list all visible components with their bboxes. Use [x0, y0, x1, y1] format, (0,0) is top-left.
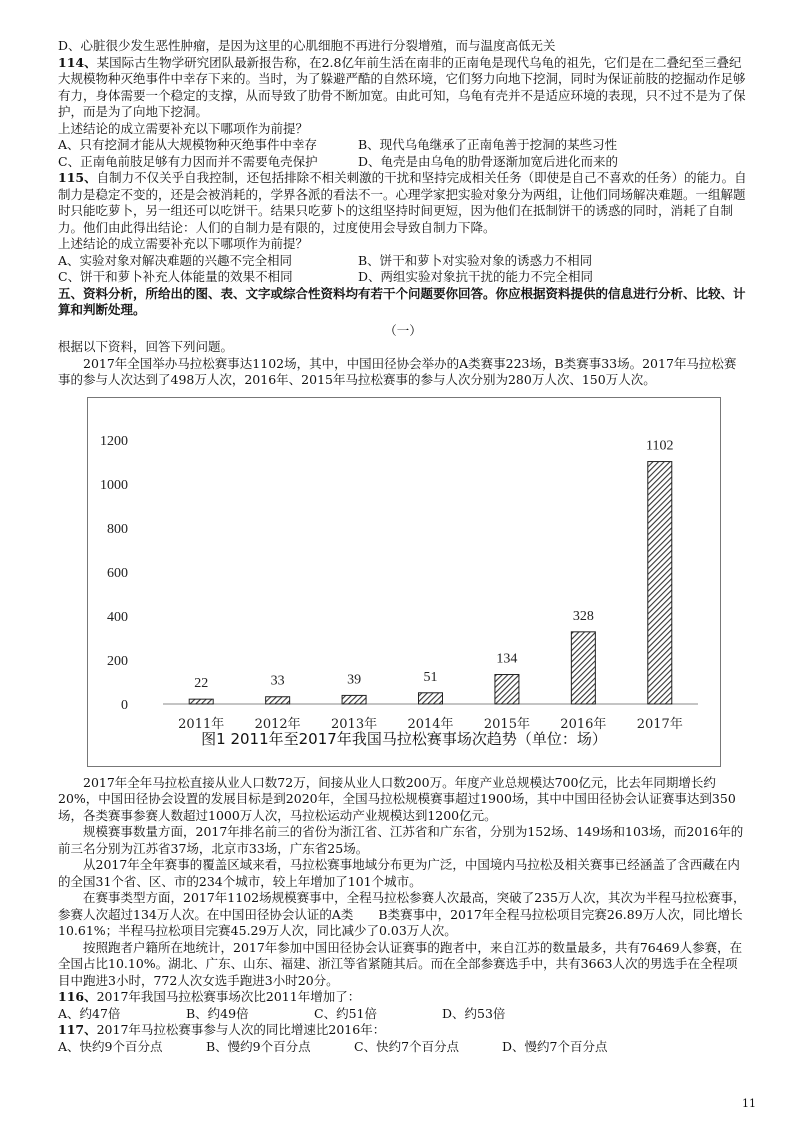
page-content — [58, 38, 748, 1055]
paragraph-1: 2017年全国举办马拉松赛事达1102场，其中，中国田径协会举办的A类赛事223场，B类赛事33场。2017年马拉松赛事的参与人次达到了498万人次，2016年、2015年马拉松赛事的参与人次分别为280万人次、150万人次。 — [58, 355, 737, 387]
q117-option-c[interactable]: C、快约7个百分点 — [354, 1038, 460, 1054]
chart-caption: 图1 2011年至2017年我国马拉松赛事场次趋势（单位：场） — [201, 729, 607, 748]
q116-options — [58, 1006, 748, 1023]
q113-option-d: D、心脏很少发生恶性肿瘤，是因为这里的心肌细胞不再进行分裂增殖，而与温度高低无关 — [58, 38, 556, 53]
paragraph-6: 按照跑者户籍所在地统计，2017年参加中国田径协会认证赛事的跑者中，来自江苏的数量最多，共有76469人参赛，在全国占比10.10%。湖北、广东、山东、福建、浙江等省紧随其后。而在全部参赛选手中，共有3663人次的男选手在全程项目中跑进3小时，772人次女选手跑进3小时20分。 — [58, 939, 743, 988]
paragraph-3: 规模赛事数量方面，2017年排名前三的省份为浙江省、江苏省和广东省，分别为152场、149场和103场，而2016年的前三名分别为江苏省37场，北京市33场，广东省25场。 — [58, 824, 744, 856]
y-tick-label: 1000 — [100, 477, 128, 493]
data-label: 39 — [347, 671, 362, 687]
x-tick-label: 2015年 — [483, 716, 530, 732]
x-tick-label: 2011年 — [178, 716, 225, 732]
bar-2011年 — [189, 699, 213, 704]
x-tick-label: 2012年 — [254, 716, 301, 732]
q114-text: 某国际古生物学研究团队最新报告称，在2.8亿年前生活在南非的正南龟是现代乌龟的祖先，它们是在二叠纪至三叠纪大规模物种灭绝事件中幸存下来的。当时，为了躲避严酷的自然环境，它们努力向地下挖洞，同时为保证前肢的挖掘动作足够有力，身体需要一个稳定的支撑，从而导致了肋骨不断加宽。由此可知，乌龟有壳并不是适应环境的表现，只不过不是为了保护，而是为了向地下挖洞。 — [58, 54, 746, 119]
y-tick-label: 400 — [107, 609, 128, 625]
paragraph-5: 在赛事类型方面，2017年1102场规模赛事中，全程马拉松参赛人次最高，突破了235万人次，其次为半程马拉松赛事，参赛人次超过134万人次。在中国田径协会认证的A类 B类赛事中，2017年全程马拉松项目完赛26.89万人次，同比增长10.61%；半程马拉松项目完赛45.29万人次，同比减少了0.03万人次。 — [58, 890, 746, 938]
part-label: （一） — [384, 322, 422, 338]
q115-option-a[interactable]: A、实验对象对解决难题的兴趣不完全相同 — [58, 252, 293, 268]
q115-text: 自制力不仅关乎自我控制，还包括排除不相关刺激的干扰和坚持完成相关任务（即使是自己不喜欢的任务）的能力。自制力是稳定不变的，还是会被消耗的，学界各派的看法不一。心理学家把实验对象分为两组，让他们同场解决难题。一组解题时只能吃萝卜，另一组还可以吃饼干。结果只吃萝卜的这组坚持时间更短，因为他们在抵制饼干的诱惑的同时，消耗了自制力。他们由此得出结论：人们的自制力是有限的，过度使用会导致自制力下降。 — [58, 170, 747, 235]
page-number: 11 — [742, 1097, 756, 1110]
y-tick-label: 1200 — [100, 433, 128, 449]
q114-option-a[interactable]: A、只有挖洞才能从大规模物种灭绝事件中幸存 — [58, 137, 318, 152]
q115-ask: 上述结论的成立需要补充以下哪项作为前提？ — [58, 236, 309, 251]
q116-option-d[interactable]: D、约53倍 — [442, 1005, 506, 1021]
data-label: 22 — [194, 675, 209, 691]
q115-option-b[interactable]: B、饼干和萝卜对实验对象的诱惑力不相同 — [358, 252, 593, 268]
q116-option-c[interactable]: C、约51倍 — [314, 1005, 377, 1021]
y-tick-label: 800 — [107, 521, 128, 537]
bar-chart — [87, 397, 721, 767]
bar-2012年 — [266, 696, 290, 703]
q116-option-b[interactable]: B、约49倍 — [186, 1005, 249, 1021]
q116-number: 116、 — [58, 989, 97, 1004]
q116-option-a[interactable]: A、约47倍 — [58, 1005, 121, 1021]
y-tick-label: 600 — [107, 565, 128, 581]
bar-2014年 — [419, 692, 443, 703]
q114-option-d[interactable]: D、龟壳是由乌龟的肋骨逐渐加宽后进化而来的 — [358, 153, 619, 169]
q115-stem — [58, 170, 748, 236]
q115-option-c[interactable]: C、饼干和萝卜补充人体能量的效果不相同 — [58, 269, 293, 284]
bar-chart-svg — [88, 398, 720, 766]
q117-options — [58, 1039, 748, 1056]
y-tick-label: 0 — [121, 697, 128, 713]
x-tick-label: 2016年 — [560, 716, 607, 732]
data-label: 328 — [572, 608, 594, 624]
paragraph-4: 从2017年全年赛事的覆盖区域来看，马拉松赛事地域分布更为广泛，中国境内马拉松及相关赛事已经涵盖了含西藏在内的全国31个省、区、市的234个城市，较上年增加了101个城市。 — [58, 857, 740, 889]
x-tick-label: 2014年 — [407, 716, 454, 732]
q117-option-d[interactable]: D、慢约7个百分点 — [502, 1038, 608, 1054]
q117-text: 2017年马拉松赛事参与人次的同比增速比2016年： — [96, 1022, 386, 1037]
q114-stem — [58, 55, 748, 121]
data-label: 33 — [270, 673, 285, 689]
q117-stem — [58, 1022, 748, 1039]
q114-ask: 上述结论的成立需要补充以下哪项作为前提？ — [58, 120, 309, 136]
q116-text: 2017年我国马拉松赛事场次比2011年增加了： — [96, 989, 361, 1004]
q114-number: 114、 — [58, 54, 97, 70]
bar-2013年 — [342, 695, 366, 704]
q117-option-a[interactable]: A、快约9个百分点 — [58, 1038, 163, 1054]
x-tick-label: 2017年 — [636, 716, 683, 732]
q114-options — [58, 137, 748, 170]
y-tick-label: 200 — [107, 653, 128, 669]
q114-option-c[interactable]: C、正南龟前肢足够有力因而并不需要龟壳保护 — [58, 153, 318, 169]
q116-stem — [58, 989, 748, 1006]
q117-number: 117、 — [58, 1022, 97, 1037]
section5-heading: 五、资料分析，所给出的图、表、文字或综合性资料均有若干个问题要你回答。你应根据资料提供的信息进行分析、比较、计算和判断处理。 — [58, 285, 746, 317]
q115-option-d[interactable]: D、两组实验对象抗干扰的能力不完全相同 — [358, 269, 594, 284]
paragraph-2: 2017年全年马拉松直接从业人口数72万，间接从业人口数200万。年度产业总规模达700亿元，比去年同期增长约20%，中国田径协会设置的发展目标是到2020年，全国马拉松规模赛事超过1900场，其中中国田径协会认证赛事达到350场，各类赛事参赛人数超过1000万人次，马拉松运动产业规模达到1200亿元。 — [58, 774, 736, 823]
bar-2017年 — [648, 461, 672, 703]
x-tick-label: 2013年 — [331, 716, 378, 732]
bar-2015年 — [495, 674, 519, 703]
q115-number: 115、 — [58, 170, 97, 185]
q117-option-b[interactable]: B、慢约9个百分点 — [206, 1038, 311, 1054]
data-label: 1102 — [646, 438, 674, 454]
data-label: 134 — [496, 651, 518, 667]
q115-options — [58, 253, 748, 286]
q114-option-b[interactable]: B、现代乌龟继承了正南龟善于挖洞的某些习性 — [358, 137, 618, 152]
data-label: 51 — [423, 669, 438, 685]
intro: 根据以下资料，回答下列问题。 — [58, 339, 234, 354]
bar-2016年 — [571, 631, 595, 703]
